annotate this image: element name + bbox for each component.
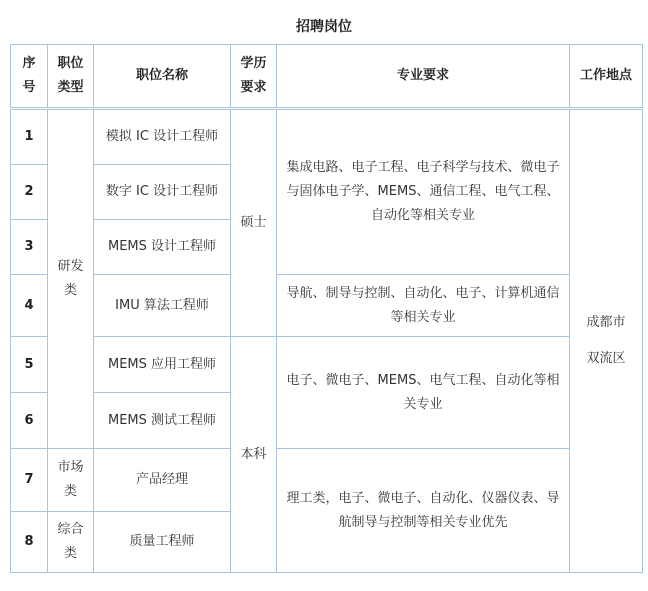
table-header-row bbox=[11, 45, 643, 109]
position-name: MEMS 设计工程师 bbox=[94, 220, 231, 275]
header-no: 序号 bbox=[11, 45, 48, 109]
row-number: 1 bbox=[11, 109, 48, 165]
row-number: 2 bbox=[11, 165, 48, 220]
position-name: IMU 算法工程师 bbox=[94, 275, 231, 337]
degree-bachelor: 本科 bbox=[231, 337, 277, 573]
work-location bbox=[570, 109, 643, 573]
position-name: 模拟 IC 设计工程师 bbox=[94, 109, 231, 165]
position-name: 产品经理 bbox=[94, 449, 231, 512]
major-requirement-mems: 电子、微电子、MEMS、电气工程、自动化等相关专业 bbox=[277, 337, 570, 449]
recruitment-table bbox=[10, 44, 643, 573]
header-category: 职位类型 bbox=[48, 45, 94, 109]
table-row bbox=[11, 449, 643, 512]
category-general: 综合类 bbox=[48, 512, 94, 573]
header-location: 工作地点 bbox=[570, 45, 643, 109]
header-major: 专业要求 bbox=[277, 45, 570, 109]
location-city: 成都市 bbox=[586, 315, 626, 330]
position-name: 数字 IC 设计工程师 bbox=[94, 165, 231, 220]
major-requirement-imu: 导航、制导与控制、自动化、电子、计算机通信等相关专业 bbox=[277, 275, 570, 337]
position-name: 质量工程师 bbox=[94, 512, 231, 573]
major-requirement-ic: 集成电路、电子工程、电子科学与技术、微电子与固体电子学、MEMS、通信工程、电气工程、自动化等相关专业 bbox=[277, 109, 570, 275]
location-district: 双流区 bbox=[586, 351, 626, 366]
page-title: 招聘岗位 bbox=[296, 19, 352, 35]
row-number: 4 bbox=[11, 275, 48, 337]
header-degree: 学历要求 bbox=[231, 45, 277, 109]
position-name: MEMS 测试工程师 bbox=[94, 393, 231, 449]
position-name: MEMS 应用工程师 bbox=[94, 337, 231, 393]
table-row bbox=[11, 337, 643, 393]
row-number: 7 bbox=[11, 449, 48, 512]
major-requirement-pm: 理工类，电子、微电子、自动化、仪器仪表、导航制导与控制等相关专业优先 bbox=[277, 449, 570, 573]
category-market: 市场类 bbox=[48, 449, 94, 512]
category-rd: 研发类 bbox=[48, 109, 94, 449]
row-number: 3 bbox=[11, 220, 48, 275]
row-number: 8 bbox=[11, 512, 48, 573]
row-number: 6 bbox=[11, 393, 48, 449]
table-row bbox=[11, 109, 643, 165]
header-position: 职位名称 bbox=[94, 45, 231, 109]
row-number: 5 bbox=[11, 337, 48, 393]
degree-master: 硕士 bbox=[231, 109, 277, 337]
table-row bbox=[11, 275, 643, 337]
